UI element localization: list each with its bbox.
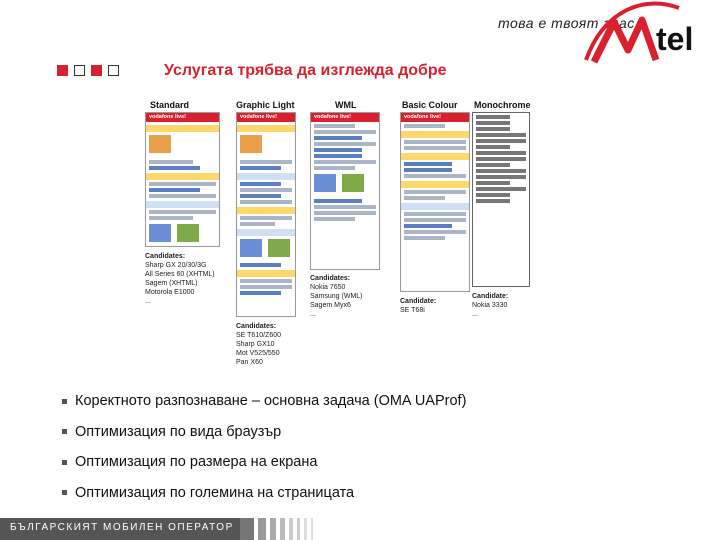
- candidates-basic-colour: [400, 297, 436, 315]
- bullet-item: [62, 421, 466, 443]
- bullet-item: [62, 390, 466, 412]
- text-line: [476, 115, 510, 119]
- thumbnail: [268, 239, 290, 257]
- square-outline: [74, 65, 85, 76]
- brand-bar: vodafone live!: [401, 113, 469, 122]
- candidates-heading: Candidate:: [400, 298, 437, 305]
- section-header: [401, 131, 469, 138]
- bullet-icon: [62, 429, 67, 434]
- section-header: [401, 203, 469, 210]
- text-line: [476, 175, 526, 179]
- bullet-text: Коректното разпознаване – основна задача (OMA UAProf): [75, 393, 467, 409]
- text-line: [240, 279, 292, 283]
- link-line: [314, 148, 362, 152]
- text-line: [314, 142, 376, 146]
- candidates-heading: Candidate:: [472, 293, 509, 300]
- link-line: [240, 166, 281, 170]
- text-line: [404, 190, 466, 194]
- candidates-monochrome: [472, 292, 508, 319]
- bullet-text: Оптимизация по големина на страницата: [75, 484, 355, 501]
- link-line: [404, 224, 452, 228]
- text-line: [240, 200, 292, 204]
- section-header: [237, 270, 295, 277]
- brand-bar: vodafone live!: [237, 113, 295, 122]
- text-line: [240, 160, 292, 164]
- bullet-icon: [62, 490, 67, 495]
- link-line: [404, 168, 452, 172]
- text-line: [476, 199, 510, 203]
- phone-screen-wml: [310, 112, 380, 270]
- text-line: [314, 160, 376, 164]
- column-title-basic-colour: Basic Colour: [402, 100, 458, 110]
- candidate: ...: [310, 311, 316, 318]
- phone-screen-standard: [145, 112, 220, 247]
- text-line: [476, 187, 526, 191]
- column-title-wml: WML: [335, 100, 357, 110]
- bullet-text: Оптимизация по вида браузър: [75, 423, 282, 440]
- text-line: [476, 181, 510, 185]
- link-line: [314, 199, 362, 203]
- column-title-graphic-light: Graphic Light: [236, 100, 295, 110]
- candidate: Nokia 3330: [472, 302, 508, 309]
- section-header: [401, 181, 469, 188]
- text-line: [476, 139, 526, 143]
- mtel-logo: [584, 0, 720, 70]
- candidate: Samsung (WML): [310, 293, 363, 300]
- candidates-graphic-light: [236, 322, 281, 367]
- text-line: [476, 145, 510, 149]
- link-line: [240, 291, 281, 295]
- candidate: Sharp GX 20/30/3G: [145, 262, 207, 269]
- candidate: SE T68i: [400, 307, 425, 314]
- section-header: [146, 125, 219, 132]
- logo-text: tel: [656, 21, 694, 57]
- candidate: SE T610/Z600: [236, 332, 282, 339]
- candidate: Motorola E1000: [145, 289, 195, 296]
- candidate: Nokia 7650: [310, 284, 346, 291]
- footer-text: БЪЛГАРСКИЯТ МОБИЛЕН ОПЕРАТОР: [10, 522, 234, 533]
- candidate: Mot V525/550: [236, 350, 280, 357]
- thumbnail: [314, 174, 336, 192]
- candidate: Sharp GX10: [236, 341, 275, 348]
- bullet-list: [62, 390, 466, 512]
- text-line: [476, 169, 526, 173]
- link-line: [149, 188, 200, 192]
- link-line: [404, 162, 452, 166]
- bullet-item: [62, 451, 466, 473]
- text-line: [314, 166, 355, 170]
- text-line: [314, 205, 376, 209]
- thumbnail: [240, 135, 262, 153]
- bullet-item: [62, 482, 466, 504]
- phone-screen-graphic-light: [236, 112, 296, 317]
- section-header: [237, 173, 295, 180]
- text-line: [404, 174, 466, 178]
- text-line: [404, 146, 466, 150]
- candidate: Pan X60: [236, 359, 263, 366]
- text-line: [314, 130, 376, 134]
- text-line: [404, 124, 445, 128]
- text-line: [476, 151, 526, 155]
- text-line: [476, 193, 510, 197]
- slogan: това е твоят глас.: [498, 15, 640, 31]
- text-line: [476, 133, 526, 137]
- candidate: Sagem (XHTML): [145, 280, 198, 287]
- text-line: [149, 182, 216, 186]
- text-line: [240, 222, 275, 226]
- brand-bar: vodafone live!: [311, 113, 379, 122]
- text-line: [314, 124, 355, 128]
- link-line: [149, 166, 200, 170]
- column-title-standard: Standard: [150, 100, 190, 110]
- slide-title: Услугата трябва да изглежда добре: [164, 62, 447, 79]
- link-line: [240, 194, 281, 198]
- section-header: [237, 125, 295, 132]
- bullet-text: Оптимизация по размера на екрана: [75, 454, 318, 470]
- text-line: [240, 188, 292, 192]
- text-line: [404, 196, 445, 200]
- text-line: [404, 140, 466, 144]
- text-line: [404, 230, 466, 234]
- text-line: [149, 210, 216, 214]
- text-line: [149, 160, 193, 164]
- section-header: [146, 201, 219, 208]
- text-line: [149, 216, 193, 220]
- text-line: [476, 163, 510, 167]
- thumbnail: [177, 224, 199, 242]
- decorative-squares: [57, 65, 119, 76]
- candidates-heading: Candidates:: [310, 275, 351, 282]
- text-line: [476, 121, 510, 125]
- brand-bar: vodafone live!: [146, 113, 219, 122]
- candidate: ...: [145, 298, 151, 305]
- text-line: [404, 236, 445, 240]
- link-line: [240, 263, 281, 267]
- phone-screen-monochrome: [472, 112, 530, 287]
- text-line: [476, 157, 526, 161]
- candidate: ...: [472, 311, 478, 318]
- link-line: [314, 136, 362, 140]
- text-line: [240, 216, 292, 220]
- thumbnail: [149, 224, 171, 242]
- square-filled: [57, 65, 68, 76]
- text-line: [404, 218, 466, 222]
- text-line: [404, 212, 466, 216]
- text-line: [314, 217, 355, 221]
- square-outline: [108, 65, 119, 76]
- text-line: [240, 285, 292, 289]
- section-header: [401, 153, 469, 160]
- text-line: [314, 211, 376, 215]
- candidate: All Series 60 (XHTML): [145, 271, 215, 278]
- thumbnail: [149, 135, 171, 153]
- candidates-standard: [145, 252, 215, 306]
- bullet-icon: [62, 399, 67, 404]
- candidate: Sagem Myx6: [310, 302, 351, 309]
- text-line: [476, 127, 510, 131]
- phone-screen-basic-colour: [400, 112, 470, 292]
- text-line: [149, 194, 216, 198]
- section-header: [237, 207, 295, 214]
- section-header: [237, 229, 295, 236]
- candidates-heading: Candidates:: [145, 253, 186, 260]
- column-title-monochrome: Monochrome: [474, 100, 531, 110]
- candidates-heading: Candidates:: [236, 323, 277, 330]
- link-line: [240, 182, 281, 186]
- thumbnail: [342, 174, 364, 192]
- square-filled: [91, 65, 102, 76]
- bullet-icon: [62, 460, 67, 465]
- thumbnail: [240, 239, 262, 257]
- section-header: [146, 173, 219, 180]
- candidates-wml: [310, 274, 363, 319]
- link-line: [314, 154, 362, 158]
